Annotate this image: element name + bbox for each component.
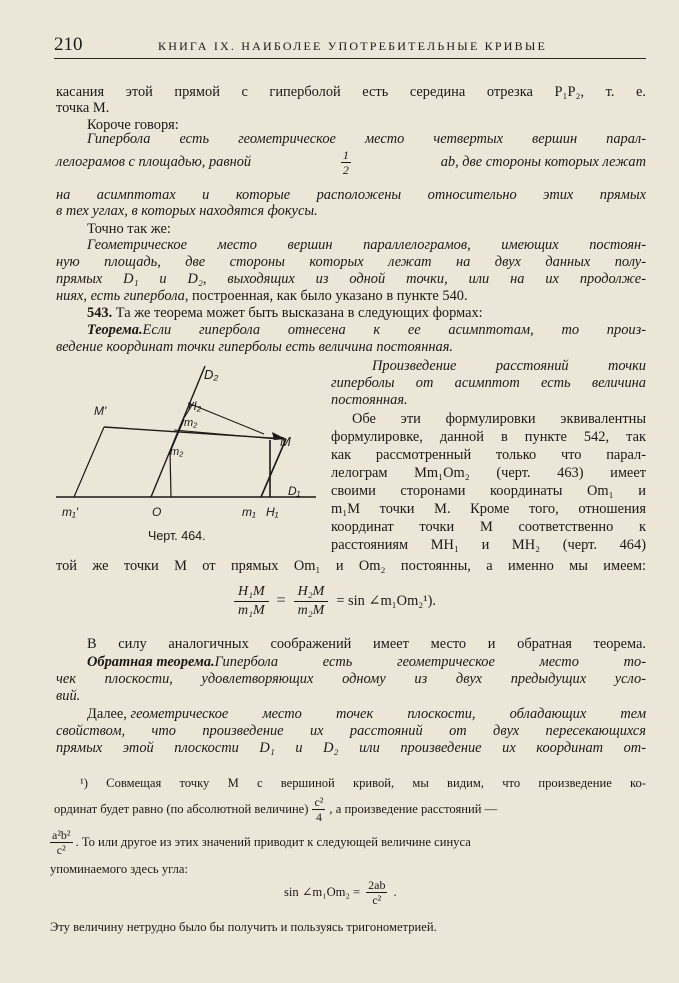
text-line: чек плоскости, удовлетворяющих одному из двух предыдущих усло- — [56, 671, 646, 687]
text-segment: ab, две стороны которых лежат — [440, 154, 646, 170]
text-segment: Гипербола есть геометрическое место то- — [214, 654, 646, 670]
footnote-line: ¹) Совмещая точку M с вершиной кривой, мы видим, что произведение ко- — [80, 776, 646, 790]
running-title: КНИГА IX. НАИБОЛЕЕ УПОТРЕБИТЕЛЬНЫЕ КРИВЫЕ — [158, 39, 548, 53]
text-line — [87, 305, 483, 321]
footnote-line — [54, 794, 646, 824]
display-equation: $\frac{\text{H₁M}}{\text{m₁M}}$ = $\frac{\text{H₂M}}{\text{m₂M}}$ = sin ∠m₁Om₂¹). — [232, 580, 436, 622]
fraction-numerator: H₂M — [294, 585, 329, 602]
text-segment: лелограмов с площадью, равной — [56, 154, 252, 170]
text-segment: Далее, — [87, 706, 131, 722]
text-segment: Та же теорема может быть высказана в следующих формах: — [112, 305, 483, 321]
theorem-heading: Обратная теорема. — [87, 654, 215, 670]
label-h2: H₂ — [188, 399, 202, 413]
label-m2-top: m₂ — [184, 417, 198, 429]
theorem-heading: Теорема. — [87, 322, 143, 338]
footnote-fraction — [50, 829, 73, 856]
page-number: 210 — [54, 34, 83, 55]
label-m1-prime: m₁' — [62, 505, 79, 519]
inner-parallel — [174, 430, 276, 439]
footnote-fraction — [312, 796, 325, 823]
text-line: В силу аналогичных соображений имеет место и обратная теорема. — [87, 636, 646, 652]
fraction-numerator: 2ab — [368, 877, 386, 892]
text-line: ведение координат точки гиперболы есть величина постоянная. — [56, 339, 453, 355]
footnote-equation — [284, 876, 397, 908]
fraction-numerator: H₁M — [234, 585, 269, 602]
text-line: прямых D₁ и D₂, выходящих из одной точки, или на их продолже- — [56, 271, 646, 287]
text-segment: ординат будет равно (по абсолютной величине) — [54, 802, 309, 816]
label-m: M — [280, 434, 291, 449]
text-line: Точно так же: — [87, 221, 171, 237]
inner-vertical — [170, 452, 171, 497]
text-segment: . То или другое из этих значений приводит к следующей величине синуса — [75, 835, 471, 849]
text-line: вий. — [56, 688, 81, 704]
label-d2: D₂ — [204, 367, 219, 382]
equation-rhs: = sin ∠m₁Om₂¹). — [336, 593, 436, 609]
text-line: Произведение расстояний точки — [372, 358, 646, 374]
equation-fraction-2 — [294, 585, 329, 618]
text-segment: ниях, есть гипербола, — [56, 288, 189, 304]
text-segment: Если гипербола отнесена к ее асимптотам, то произ- — [142, 322, 646, 338]
page-header — [54, 34, 646, 59]
fraction-one-half — [341, 149, 351, 176]
text-line: лелограм Mm₁Om₂ (черт. 463) имеет — [331, 465, 646, 481]
label-o: O — [152, 505, 162, 519]
label-d1: D₁ — [288, 484, 301, 498]
figure-464 — [56, 366, 326, 526]
figure-caption: Черт. 464. — [148, 529, 206, 543]
text-line: той же точки M от прямых Om₁ и Om₂ постоянны, а именно мы имеем: — [56, 558, 646, 574]
text-segment: , а произведение расстояний — — [329, 802, 498, 816]
text-line: m₁M точки M. Кроме того, отношения — [331, 501, 646, 517]
fraction-numerator: 1 — [342, 147, 349, 162]
text-line — [87, 654, 646, 670]
text-line: формулировке, данной в пункте 542, так — [331, 429, 646, 445]
text-line: точка M. — [56, 100, 110, 116]
text-line: Короче говоря: — [87, 117, 179, 133]
text-line: как рассмотренный только что парал- — [331, 447, 646, 463]
text-line: Обе эти формулировки эквивалентны — [352, 411, 646, 427]
label-m-prime: M' — [94, 404, 107, 418]
text-segment: геометрическое место точек плоскости, обладающих тем — [130, 706, 646, 722]
equation-fraction-1 — [234, 585, 269, 618]
text-segment: sin ∠m₁Om₂ = — [284, 885, 361, 899]
fraction-denominator: c² — [56, 842, 66, 857]
text-line: постоянная. — [331, 392, 408, 408]
text-line: координат точки M соответственно к — [331, 519, 646, 535]
fraction-denominator: m₂M — [297, 602, 325, 618]
footnote-line — [50, 826, 646, 858]
label-h1: H₁ — [266, 505, 279, 519]
fraction-denominator: m₁M — [238, 602, 265, 618]
text-line: свойством, что произведение их расстояний от двух пересекающихся — [56, 723, 646, 739]
text-line — [87, 706, 646, 722]
text-line: гиперболы от асимптот есть величина — [331, 375, 646, 391]
text-line: касания этой прямой с гиперболой есть середина отрезка P₁P₂, т. е. — [56, 84, 646, 100]
text-line — [87, 322, 646, 338]
text-line — [56, 288, 468, 304]
label-m2-inner: m₂ — [170, 446, 184, 458]
text-segment: . — [393, 885, 397, 899]
fraction-denominator: c² — [372, 892, 382, 907]
fraction-denominator: 2 — [342, 162, 349, 177]
text-line: расстояниям MH₁ и MH₂ (черт. 464) — [331, 537, 646, 553]
fraction-denominator: 4 — [315, 809, 322, 824]
text-line: прямых этой плоскости D₁ и D₂ или произведение их координат от- — [56, 740, 646, 756]
fraction-numerator: a²b² — [52, 827, 71, 842]
text-line: ную площадь, две стороны которых лежат на двух данных полу- — [56, 254, 646, 270]
text-line: в тех углах, в которых находятся фокусы. — [56, 203, 318, 219]
text-line: Гипербола есть геометрическое место четвертых вершин парал- — [87, 131, 646, 147]
footnote-line: Эту величину нетрудно было бы получить и пользуясь тригонометрией. — [50, 920, 437, 934]
text-line: Геометрическое место вершин параллелограмов, имеющих постоян- — [87, 237, 646, 253]
label-m1: m₁ — [242, 505, 256, 519]
text-line-with-fraction — [56, 147, 646, 177]
footnote-line: упоминаемого здесь угла: — [50, 862, 189, 876]
text-segment: построенная, как было указано в пункте 540. — [188, 288, 468, 304]
text-line: своими сторонами координаты Om₁ и — [331, 483, 646, 499]
text-line: на асимптотах и которые расположены относительно этих прямых — [56, 187, 646, 203]
line-mprime-m1prime — [74, 427, 104, 497]
fraction-numerator: c² — [314, 794, 324, 809]
section-number: 543. — [87, 305, 113, 321]
footnote-fraction — [366, 879, 387, 906]
